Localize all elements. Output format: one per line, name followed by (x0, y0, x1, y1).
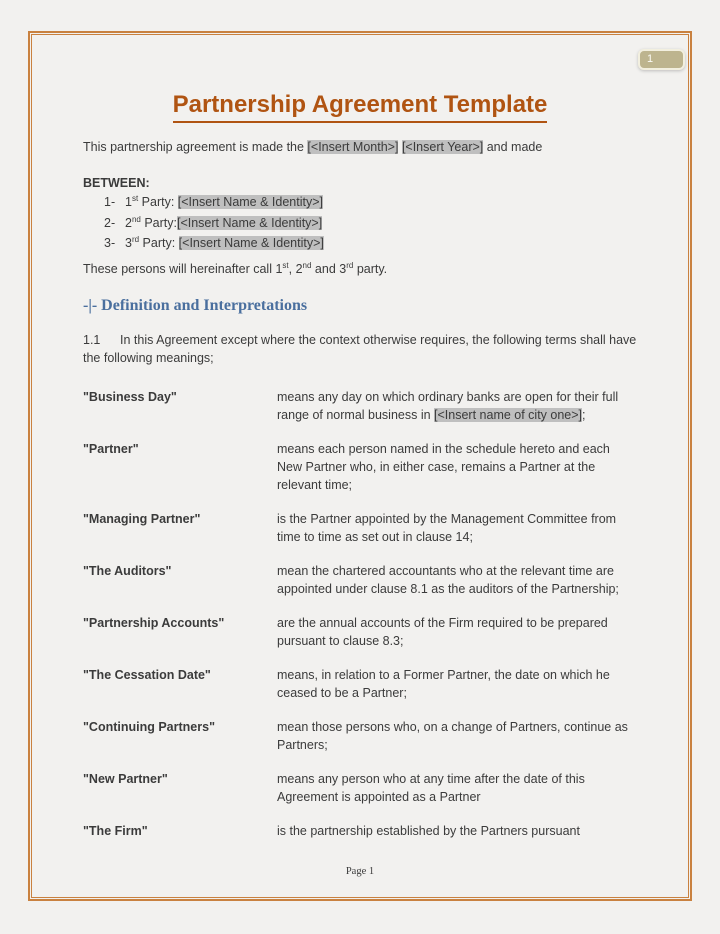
clause-text: In this Agreement except where the context otherwise requires, the following terms shall have the following meanings; (83, 332, 637, 365)
page-footer: Page 1 (345, 866, 375, 877)
definition-row (83, 510, 637, 546)
definition-term: "Partnership Accounts" (83, 615, 225, 630)
list-item-number: 3- (104, 236, 116, 250)
between-label: BETWEEN: (83, 176, 150, 190)
hereinafter-paragraph: These persons will hereinafter call 1st, 2nd and 3rd party. (83, 260, 388, 276)
clause-number: 1.1 (83, 332, 101, 347)
page-number-badge: 1 (638, 49, 685, 70)
definition-row (83, 440, 637, 494)
definition-term: "Partner" (83, 441, 139, 456)
definition-term: "Continuing Partners" (83, 719, 215, 734)
list-item-text: 2nd Party:[<Insert Name & Identity>] (125, 214, 323, 230)
clause-paragraph (83, 331, 637, 367)
intro-paragraph: This partnership agreement is made the [<Insert Month>] [<Insert Year>] and made (83, 140, 543, 154)
list-item-text: 3rd Party: [<Insert Name & Identity>] (125, 234, 324, 250)
between-list-item (83, 213, 637, 234)
definition-text: are the annual accounts of the Firm required to be prepared pursuant to clause 8.3; (277, 615, 608, 648)
definition-row (83, 822, 637, 840)
definition-term: "The Firm" (83, 823, 148, 838)
document-content (83, 0, 637, 840)
definition-row (83, 666, 637, 702)
definition-text: means, in relation to a Former Partner, the date on which he ceased to be a Partner; (277, 667, 610, 700)
list-item-number: 2- (104, 215, 116, 230)
definition-text: mean those persons who, on a change of Partners, continue as Partners; (277, 719, 628, 752)
definition-row (83, 770, 637, 806)
definition-term: "Managing Partner" (83, 511, 201, 526)
definition-text: means any person who at any time after the date of this Agreement is appointed as a Partner (277, 771, 585, 804)
between-list-item (83, 233, 637, 254)
definition-row (83, 562, 637, 598)
between-list-item (83, 192, 637, 213)
definition-term: "New Partner" (83, 771, 168, 786)
definition-text: means any day on which ordinary banks are open for their full range of normal business in [<Insert name of city one>]; (277, 389, 619, 422)
definition-text: is the partnership established by the Partners pursuant (277, 823, 580, 838)
definition-row (83, 388, 637, 424)
definition-term: "The Cessation Date" (83, 667, 211, 682)
between-list (83, 192, 637, 254)
definition-text: means each person named in the schedule hereto and each New Partner who, in either case, remains a Partner at the relevant time; (277, 441, 610, 492)
definition-term: "Business Day" (83, 389, 177, 404)
definition-term: "The Auditors" (83, 563, 172, 578)
definition-row (83, 718, 637, 754)
definitions-table (83, 388, 637, 840)
list-item-number: 1- (104, 195, 116, 209)
document-title (83, 90, 637, 123)
section-heading: -|- Definition and Interpretations (83, 296, 308, 314)
definition-text: mean the chartered accountants who at the relevant time are appointed under clause 8.1 as the auditors of the Partnership; (277, 563, 619, 596)
list-item-text: 1st Party: [<Insert Name & Identity>] (125, 193, 323, 209)
document-title-text: Partnership Agreement Template (173, 90, 548, 123)
definition-text: is the Partner appointed by the Management Committee from time to time as set out in clause 14; (277, 511, 617, 544)
definition-row (83, 614, 637, 650)
